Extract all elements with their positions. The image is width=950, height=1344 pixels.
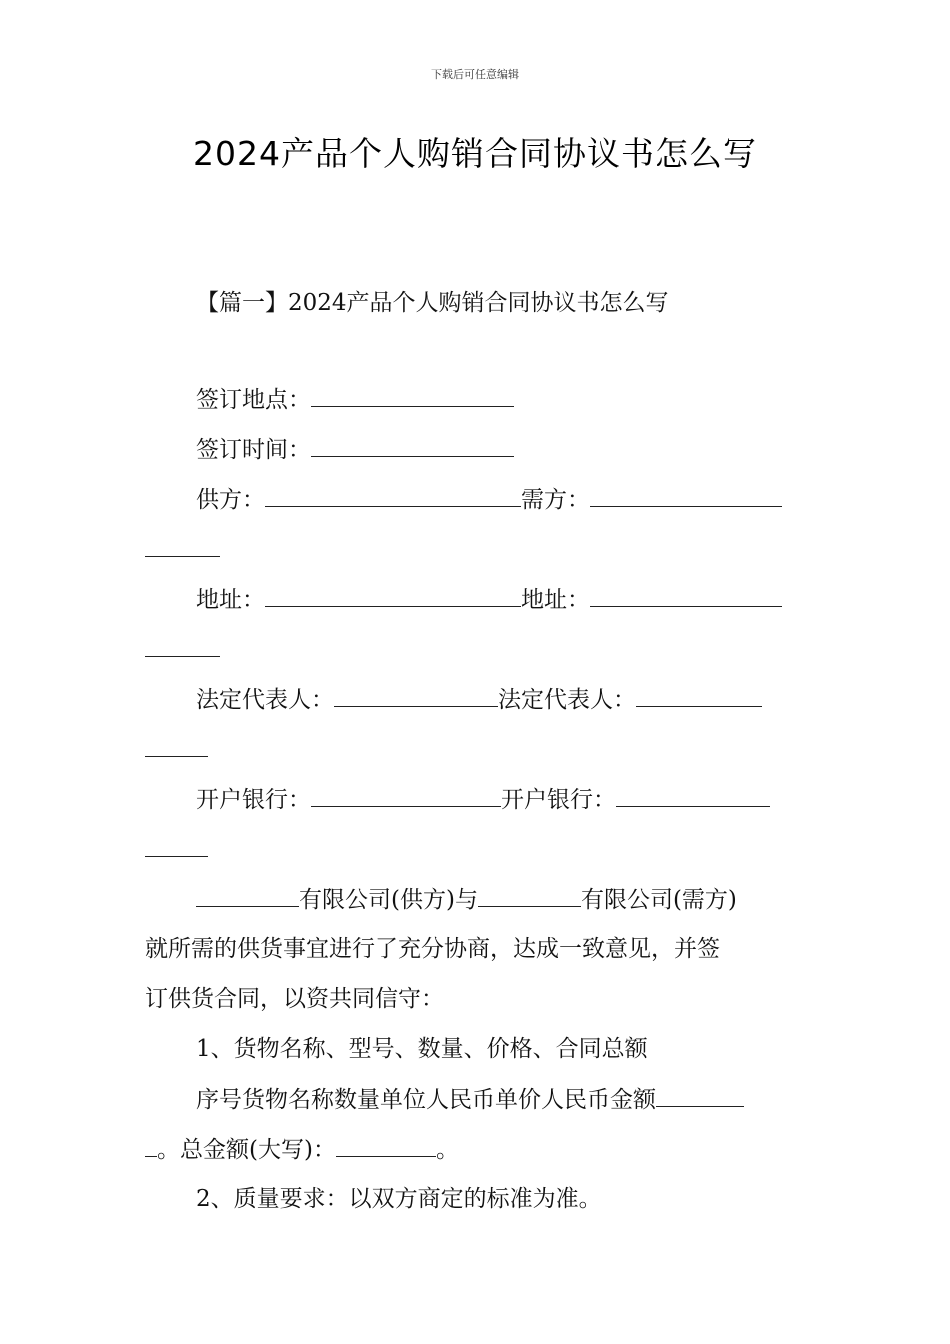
total-suffix: 。 <box>435 1137 459 1163</box>
sign-time-blank[interactable] <box>311 434 514 457</box>
intro-line-2: 就所需的供货事宜进行了充分协商，达成一致意见，并签 <box>145 936 720 962</box>
bank-line-cont <box>145 834 208 865</box>
bank-demander-blank-cont[interactable] <box>145 834 208 857</box>
bank-supplier-blank[interactable] <box>311 784 501 807</box>
sign-time-line <box>196 434 514 465</box>
legal-rep-demander-label: 法定代表人： <box>498 687 636 713</box>
bank-supplier-label: 开户银行： <box>196 787 311 813</box>
bank-line <box>196 784 770 815</box>
table-header-text: 序号货物名称数量单位人民币单价人民币金额 <box>196 1087 656 1113</box>
item-1: 1、货物名称、型号、数量、价格、合同总额 <box>196 1036 648 1062</box>
address-demander-blank[interactable] <box>590 584 782 607</box>
intro-line-3: 订供货合同，以资共同信守： <box>145 986 444 1012</box>
address-supplier-blank[interactable] <box>265 584 521 607</box>
legal-rep-demander-blank-cont[interactable] <box>145 734 208 757</box>
intro-part1: 有限公司(供方)与 <box>299 887 478 913</box>
address-demander-blank-cont[interactable] <box>145 634 220 657</box>
address-line <box>196 584 782 615</box>
section-title: 【篇一】2024产品个人购销合同协议书怎么写 <box>196 290 669 316</box>
sign-time-label: 签订时间： <box>196 437 311 463</box>
address-line-cont <box>145 634 220 665</box>
address-supplier-label: 地址： <box>196 587 265 613</box>
legal-rep-supplier-label: 法定代表人： <box>196 687 334 713</box>
bank-demander-label: 开户银行： <box>501 787 616 813</box>
demander-blank-cont[interactable] <box>145 534 220 557</box>
legal-rep-line <box>196 684 762 715</box>
demander-company-blank[interactable] <box>478 884 581 907</box>
sign-place-blank[interactable] <box>311 384 514 407</box>
demander-label: 需方： <box>521 487 590 513</box>
legal-rep-line-cont <box>145 734 208 765</box>
supplier-company-blank[interactable] <box>196 884 299 907</box>
amount-blank[interactable] <box>656 1084 744 1107</box>
amount-blank-cont[interactable] <box>145 1134 157 1157</box>
parties-line <box>196 484 782 515</box>
demander-blank[interactable] <box>590 484 782 507</box>
parties-line-cont <box>145 534 220 565</box>
legal-rep-demander-blank[interactable] <box>636 684 762 707</box>
item-2: 2、质量要求：以双方商定的标准为准。 <box>196 1186 602 1212</box>
sign-place-line <box>196 384 514 415</box>
intro-part2: 有限公司(需方) <box>580 887 737 913</box>
table-header-line <box>196 1084 744 1115</box>
sign-place-label: 签订地点： <box>196 387 311 413</box>
total-prefix: 。总金额(大写)： <box>157 1137 336 1163</box>
bank-demander-blank[interactable] <box>616 784 770 807</box>
supplier-blank[interactable] <box>265 484 521 507</box>
total-amount-blank[interactable] <box>336 1134 436 1157</box>
address-demander-label: 地址： <box>521 587 590 613</box>
supplier-label: 供方： <box>196 487 265 513</box>
header-note: 下载后可任意编辑 <box>431 68 519 81</box>
intro-line-1 <box>196 884 737 915</box>
total-line <box>145 1134 459 1165</box>
legal-rep-supplier-blank[interactable] <box>334 684 498 707</box>
document-title: 2024产品个人购销合同协议书怎么写 <box>193 134 757 173</box>
